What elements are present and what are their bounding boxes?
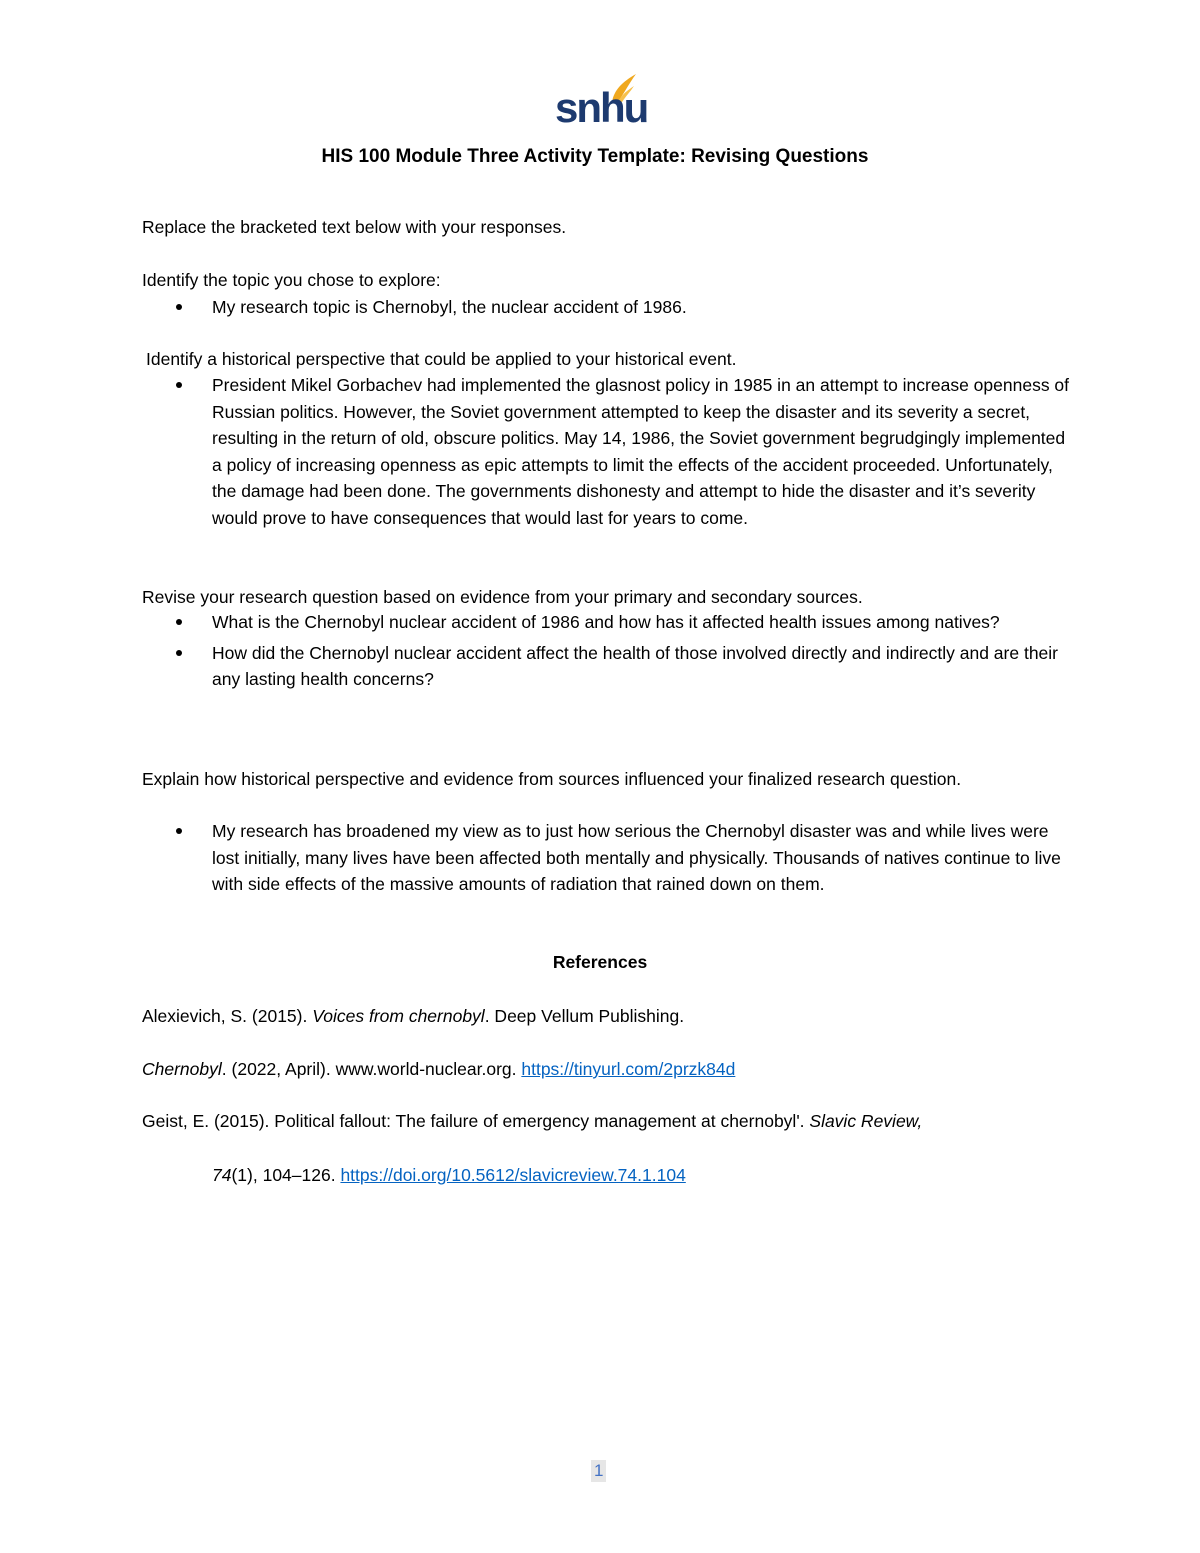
logo-wordmark: snhu: [555, 84, 648, 131]
reference-text: (1), 104–126.: [231, 1165, 341, 1185]
reference-text: Geist, E. (2015). Political fallout: The failure of emergency management at chernobyl'.: [142, 1111, 810, 1131]
reference-entry-continued: [212, 1162, 1112, 1188]
section-prompt: Identify a historical perspective that could be applied to your historical event.: [146, 349, 737, 369]
reference-text: Alexievich, S. (2015).: [142, 1006, 313, 1026]
bullet-item: My research topic is Chernobyl, the nuclear accident of 1986.: [142, 294, 1072, 321]
reference-volume: 74: [212, 1165, 232, 1185]
reference-link[interactable]: https://doi.org/10.5612/slavicreview.74.1.104: [340, 1165, 686, 1185]
reference-entry: [142, 1056, 1102, 1082]
bullet-item: What is the Chernobyl nuclear accident of 1986 and how has it affected health issues among natives?: [142, 609, 1072, 636]
reference-link[interactable]: https://tinyurl.com/2przk84d: [521, 1059, 736, 1079]
reference-title: Voices from chernobyl: [312, 1006, 485, 1026]
snhu-logo: [552, 72, 652, 134]
bullet-list: [142, 372, 1072, 535]
bullet-list: [142, 818, 1072, 902]
reference-text: . Deep Vellum Publishing.: [484, 1006, 685, 1026]
bullet-item: President Mikel Gorbachev had implemented the glasnost policy in 1985 in an attempt to increase openness of Russian politics. However, the Soviet government attempted to keep the disaster and its severity a secret, resulting in the return of old, obscure politics. May 14, 1986, the Soviet government begrudgingly implemented a policy of increasing openness as epic attempts to limit the effects of the accident proceeded. Unfortunately, the damage had been done. The governments dishonesty and attempt to hide the disaster and it’s severity would prove to have consequences that would last for years to come.: [142, 372, 1072, 531]
references-heading: References: [552, 952, 648, 972]
bullet-item: How did the Chernobyl nuclear accident affect the health of those involved directly and indirectly and are their any lasting health concerns?: [142, 640, 1072, 693]
instruction-text: Replace the bracketed text below with your responses.: [142, 217, 567, 237]
bullet-item: My research has broadened my view as to just how serious the Chernobyl disaster was and while lives were lost initially, many lives have been affected both mentally and physically. Thousands of natives continue to live with side effects of the massive amounts of radiation that rained down on them.: [142, 818, 1072, 898]
reference-text: . (2022, April). www.world-nuclear.org.: [221, 1059, 522, 1079]
section-prompt: Identify the topic you chose to explore:: [142, 270, 441, 290]
bullet-list: [142, 609, 1072, 697]
section-prompt: Revise your research question based on evidence from your primary and secondary sources.: [142, 587, 863, 607]
page-number: 1: [591, 1460, 606, 1482]
reference-journal: Slavic Review,: [809, 1111, 923, 1131]
section-prompt: Explain how historical perspective and evidence from sources influenced your finalized research question.: [142, 769, 962, 789]
bullet-list: [142, 294, 1072, 325]
reference-entry: [142, 1003, 1102, 1029]
reference-entry: [142, 1108, 1102, 1134]
document-title: HIS 100 Module Three Activity Template: Revising Questions: [321, 146, 869, 167]
reference-title: Chernobyl: [142, 1059, 222, 1079]
